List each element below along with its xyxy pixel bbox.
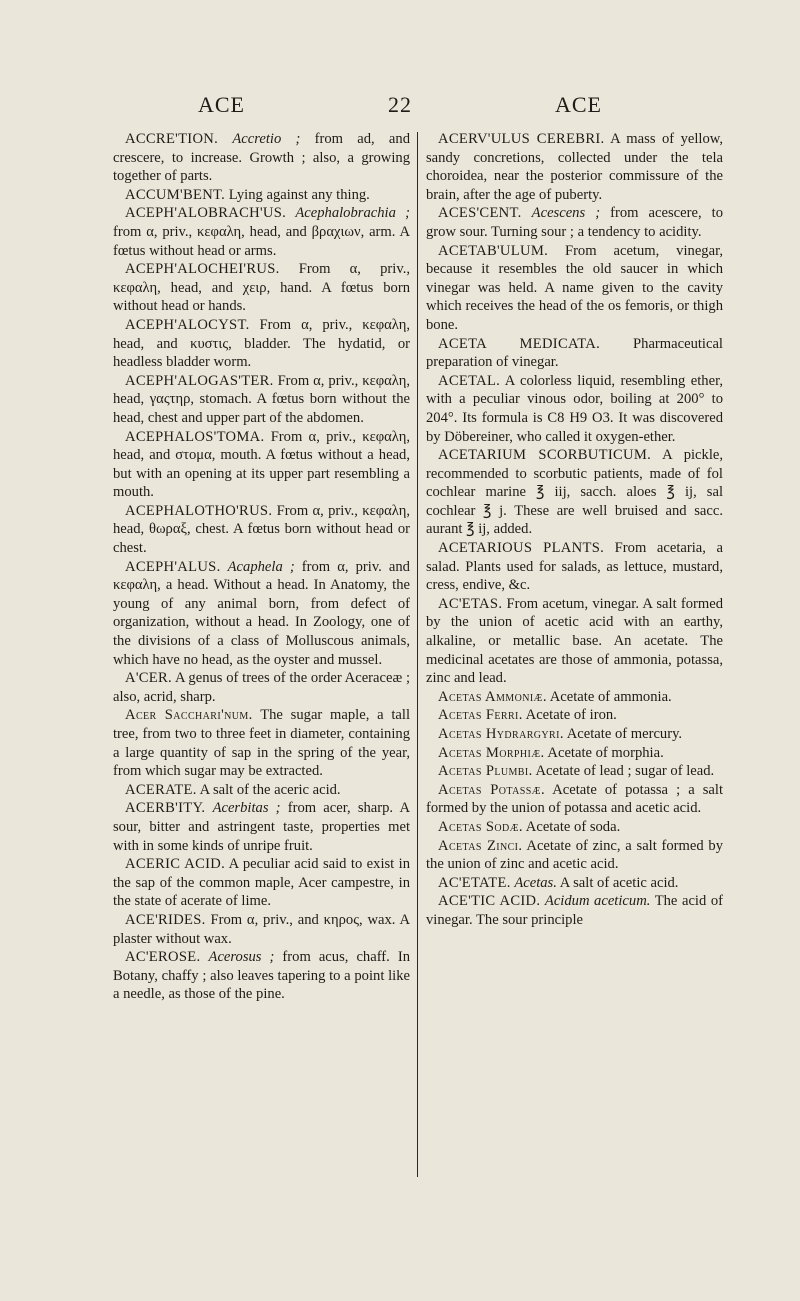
dictionary-entry (426, 539, 723, 595)
entry-headword: ACCRE'TION. (125, 131, 219, 147)
entry-headword: ACERATE. (125, 781, 197, 798)
entry-headword: Acetas Hydrargyri. (438, 726, 564, 742)
entry-definition: Acetate of soda. (522, 818, 621, 835)
entry-definition: A salt of the aceric acid. (196, 781, 341, 798)
entry-headword: ACETAB'ULUM. (438, 242, 549, 259)
entry-definition: From acetaria, a salad. Plants used for salads, as lettuce, mustard, cress, endive, &c. (426, 540, 723, 594)
entry-definition: From α, priv., κεφαλη, head, γαςτηρ, stomach. A fœtus born without the head, chest and upper part of the abdomen. (113, 372, 410, 426)
dictionary-entry (113, 706, 410, 780)
dictionary-entry (426, 744, 723, 763)
entry-definition: Acetate of zinc, a salt formed by the union of zinc and acetic acid. (426, 837, 723, 873)
dictionary-entry (426, 446, 723, 539)
entry-headword: AC'ETAS. (438, 595, 503, 612)
entry-headword: Acetas Plumbi. (438, 763, 533, 780)
entry-definition: from acus, chaff. In Botany, chaffy ; also leaves tapering to a point like a needle, as those of the pine. (113, 949, 410, 1003)
dictionary-entry (426, 874, 723, 893)
entry-headword: ACEPHALOTHO'RUS. (125, 502, 273, 519)
entry-definition: The acid of vinegar. The sour principle (426, 893, 723, 928)
entry-headword: ACETA MEDICATA. (438, 335, 601, 352)
entry-latin-form: Acerbitas ; (212, 800, 281, 817)
dictionary-entry (426, 818, 723, 837)
entry-definition: A genus of trees of the order Aceraceæ ; also, acrid, sharp. (113, 670, 410, 705)
dictionary-entry (426, 335, 723, 372)
dictionary-entry (426, 595, 723, 688)
column-divider (417, 132, 418, 1177)
right-column (426, 130, 723, 930)
dictionary-entry (113, 260, 410, 316)
dictionary-entry (426, 372, 723, 446)
header-left-guideword: ACE (198, 92, 245, 117)
entry-latin-form: Acetas. (514, 874, 557, 891)
entry-headword: Acetas Potassæ. (438, 781, 545, 798)
entry-definition: A peculiar acid said to exist in the sap of the common maple, Acer campestre, in the state of acerate of lime. (113, 856, 411, 910)
entry-headword: ACEPH'ALUS. (125, 558, 221, 575)
entry-definition: A colorless liquid, resembling ether, with a peculiar vinous odor, boiling at 200° to 204°. Its formula is C8 H9 O3. It was discovered by Döbereiner, who called it oxygen-ether. (426, 372, 723, 445)
dictionary-entry (426, 781, 723, 818)
entry-headword: A'CER. (125, 670, 172, 687)
entry-headword: ACERB'ITY. (125, 800, 206, 817)
dictionary-entry (113, 502, 410, 558)
entry-definition: From α, priv., and κηρος, wax. A plaster without wax. (113, 911, 410, 947)
entry-latin-form: Accretio ; (232, 131, 301, 147)
entry-headword: ACE'RIDES. (125, 911, 206, 928)
entry-latin-form: Acephalobrachia ; (295, 205, 410, 222)
dictionary-entry (113, 372, 410, 428)
dictionary-entry (113, 316, 410, 372)
entry-definition: The sugar maple, a tall tree, from two to three feet in diameter, containing a large quantity of sap in the spring of the year, from which sugar may be extracted. (113, 707, 411, 780)
entry-latin-form: Acerosus ; (208, 949, 275, 966)
entry-definition: From α, priv., κεφαλη, head, θωραξ, chest. A fœtus born without head or chest. (113, 502, 410, 557)
entry-headword: Acer Sacchari'num. (125, 707, 253, 724)
dictionary-entry (113, 799, 410, 855)
dictionary-entry (426, 204, 723, 241)
entry-headword: ACEPHALOS'TOMA. (125, 428, 265, 445)
dictionary-entry (426, 837, 723, 874)
entry-definition: Acetate of ammonia. (546, 688, 672, 705)
entry-headword: Acetas Zinci. (438, 837, 523, 854)
entry-headword: Acetas Ammoniæ. (438, 688, 547, 705)
entry-headword: Acetas Ferri. (438, 707, 523, 724)
left-column (113, 130, 410, 1004)
entry-headword: ACETARIUM SCORBUTICUM. (438, 447, 652, 464)
entry-definition: A mass of yellow, sandy concretions, collected under the tela choroidea, near the posterior commissure of the brain, after the age of puberty. (426, 131, 723, 203)
entry-latin-form: Acidum aceticum. (544, 893, 651, 910)
entry-definition: From acetum, vinegar, because it resembles the old saucer in which vinegar was held. A name given to the cavity which receives the head of the os femoris, or thigh bone. (426, 242, 723, 333)
entry-headword: ACE'TIC ACID. (438, 893, 541, 910)
entry-definition: from acer, sharp. A sour, bitter and astringent taste, properties met with in some kinds of unripe fruit. (113, 800, 410, 854)
entry-headword: AC'EROSE. (125, 949, 201, 966)
entry-headword: ACES'CENT. (438, 205, 522, 222)
dictionary-entry (113, 186, 410, 205)
running-header (0, 92, 800, 122)
entry-definition: from ad, and crescere, to increase. Growth ; also, a growing together of parts. (113, 131, 411, 185)
entry-definition: Acetate of iron. (522, 707, 617, 724)
dictionary-entry (113, 204, 410, 260)
dictionary-entry (426, 762, 723, 781)
entry-definition: From α, priv., κεφαλη, head, and στομα, mouth. A fœtus without a head, but with an opening at its upper part resembling a mouth. (113, 428, 410, 501)
entry-definition: from acescere, to grow sour. Turning sour ; a tendency to acidity. (426, 205, 724, 240)
entry-headword: Acetas Morphiæ. (438, 744, 545, 761)
dictionary-entry (426, 688, 723, 707)
dictionary-entry (113, 781, 410, 800)
entry-definition: Lying against any thing. (225, 186, 370, 203)
entry-latin-form: Acescens ; (531, 205, 601, 222)
dictionary-entry (113, 130, 410, 186)
entry-definition: Acetate of potassa ; a salt formed by the union of potassa and acetic acid. (426, 781, 723, 817)
entry-definition: from α, priv. and κεφαλη, a head. Without a head. In Anatomy, the young of any animal born, from defect of organization, without a head. In Zoology, one of the divisions of a class of Molluscous animals, which have no head, as the oyster and mussel. (113, 558, 410, 668)
entry-definition: From α, priv., κεφαλη, head, and χειρ, hand. A fœtus born without head or hands. (113, 261, 410, 315)
page-number: 22 (388, 92, 412, 117)
dictionary-entry (426, 130, 723, 204)
entry-definition: From acetum, vinegar. A salt formed by the union of acetic acid with an earthy, alkaline, or metallic base. An acetate. The medicinal acetates are those of ammonia, potassa, zinc and lead. (426, 595, 723, 687)
entry-headword: ACEPH'ALOCYST. (125, 316, 250, 333)
dictionary-entry (113, 428, 410, 502)
entry-definition: Acetate of mercury. (563, 726, 683, 742)
entry-latin-form: Acaphela ; (227, 558, 295, 575)
dictionary-entry (426, 706, 723, 725)
dictionary-entry (113, 669, 410, 706)
dictionary-entry (113, 558, 410, 670)
entry-headword: ACERV'ULUS CEREBRI. (438, 131, 605, 147)
dictionary-entry (113, 948, 410, 1004)
dictionary-entry (426, 242, 723, 335)
dictionary-entry (426, 892, 723, 929)
entry-definition: Pharmaceutical preparation of vinegar. (426, 335, 723, 371)
entry-definition: A salt of acetic acid. (556, 874, 679, 891)
dictionary-entry (113, 911, 410, 948)
entry-definition: Acetate of lead ; sugar of lead. (532, 763, 715, 780)
entry-headword: ACEPH'ALOBRACH'US. (125, 205, 287, 222)
entry-definition: Acetate of morphia. (544, 744, 664, 761)
entry-headword: ACCUM'BENT. (125, 186, 226, 203)
entry-headword: ACERIC ACID. (125, 856, 226, 873)
entry-headword: ACEPH'ALOGAS'TER. (125, 372, 274, 389)
entry-headword: ACETARIOUS PLANTS. (438, 540, 605, 557)
entry-definition: From α, priv., κεφαλη, head, and κυστις, bladder. The hydatid, or headless bladder worm. (113, 316, 410, 371)
dictionary-entry (113, 855, 410, 911)
entry-definition: from α, priv., κεφαλη, head, and βραχιων, arm. A fœtus without head or arms. (113, 223, 410, 259)
entry-headword: Acetas Sodæ. (438, 818, 523, 835)
entry-headword: ACETAL. (438, 372, 501, 389)
header-right-guideword: ACE (555, 92, 602, 117)
dictionary-entry (426, 725, 723, 744)
entry-definition: A pickle, recommended to scorbutic patients, made of fol cochlear marine ℥ iij, sacch. aloes ℥ ij, sal cochlear ℥ j. These are well bruised and sacc. aurant ℥ ij, added. (426, 447, 723, 538)
entry-headword: AC'ETATE. (438, 874, 511, 891)
entry-headword: ACEPH'ALOCHEI'RUS. (125, 261, 280, 278)
